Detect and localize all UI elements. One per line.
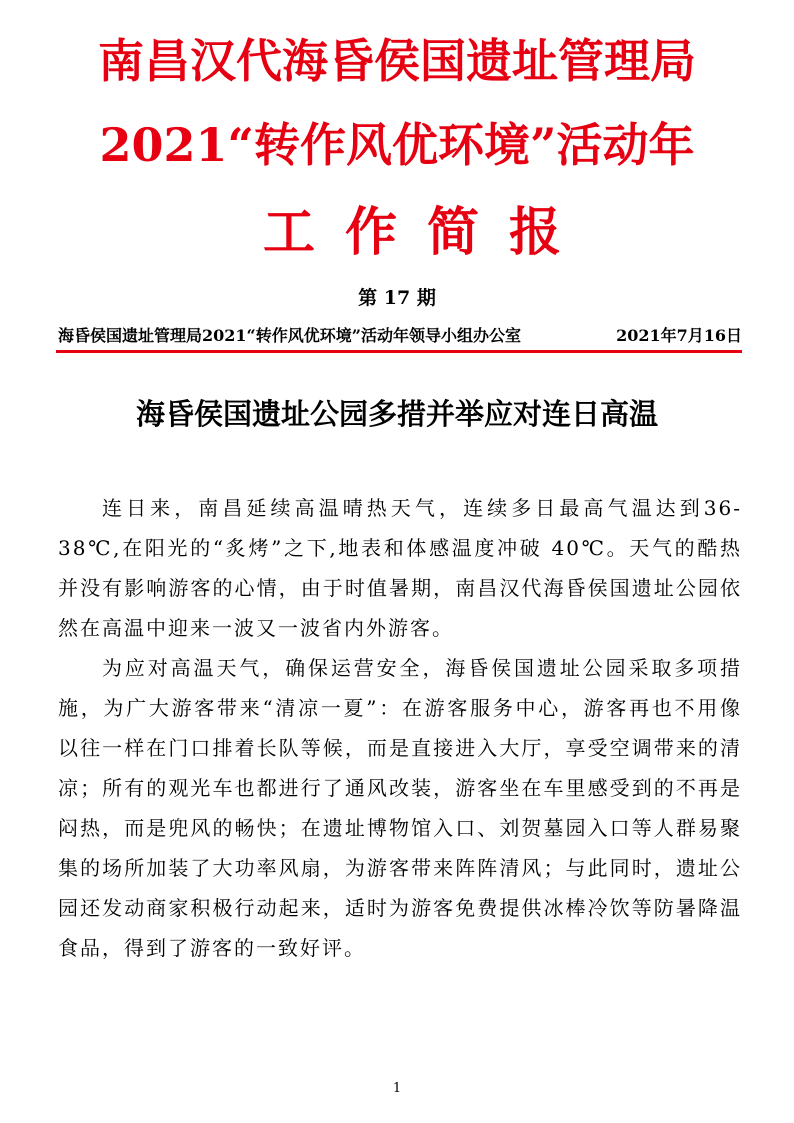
- masthead-line-3: 工作简报: [262, 202, 591, 263]
- masthead-line-2: 2021“转作风优环境”活动年: [99, 118, 695, 172]
- paragraph: 连日来，南昌延续高温晴热天气，连续多日最高气温达到36-38℃,在阳光的“炙烤”之下,地表和体感温度冲破 40℃。天气的酷热并没有影响游客的心情，由于时值暑期，南昌汉代海昏侯国遗址公园依然在高温中迎来一波又一波省内外游客。: [58, 496, 742, 640]
- masthead-line-1: 南昌汉代海昏侯国遗址管理局: [98, 34, 696, 88]
- page-number: 1: [392, 1081, 402, 1096]
- issuer-line: [58, 324, 742, 348]
- issue-number: 第 17 期: [358, 287, 436, 309]
- article-body: [58, 488, 742, 968]
- paragraph: 为应对高温天气，确保运营安全，海昏侯国遗址公园采取多项措施，为广大游客带来“清凉一夏”：在游客服务中心，游客再也不用像以往一样在门口排着长队等候，而是直接进入大厅，享受空调带来的清凉；所有的观光车也都进行了通风改装，游客坐在车里感受到的不再是闷热，而是兜风的畅快；在遗址博物馆入口、刘贺墓园入口等人群易聚集的场所加装了大功率风扇，为游客带来阵阵清风；与此同时，遗址公园还发动商家积极行动起来，适时为游客免费提供冰棒冷饮等防暑降温食品，得到了游客的一致好评。: [58, 656, 742, 960]
- issuer-name: 海昏侯国遗址管理局2021“转作风优环境”活动年领导小组办公室: [58, 326, 521, 345]
- issue-date: 2021年7月16日: [616, 326, 742, 345]
- red-divider: [56, 350, 742, 353]
- article-title: 海昏侯国遗址公园多措并举应对连日高温: [135, 397, 658, 431]
